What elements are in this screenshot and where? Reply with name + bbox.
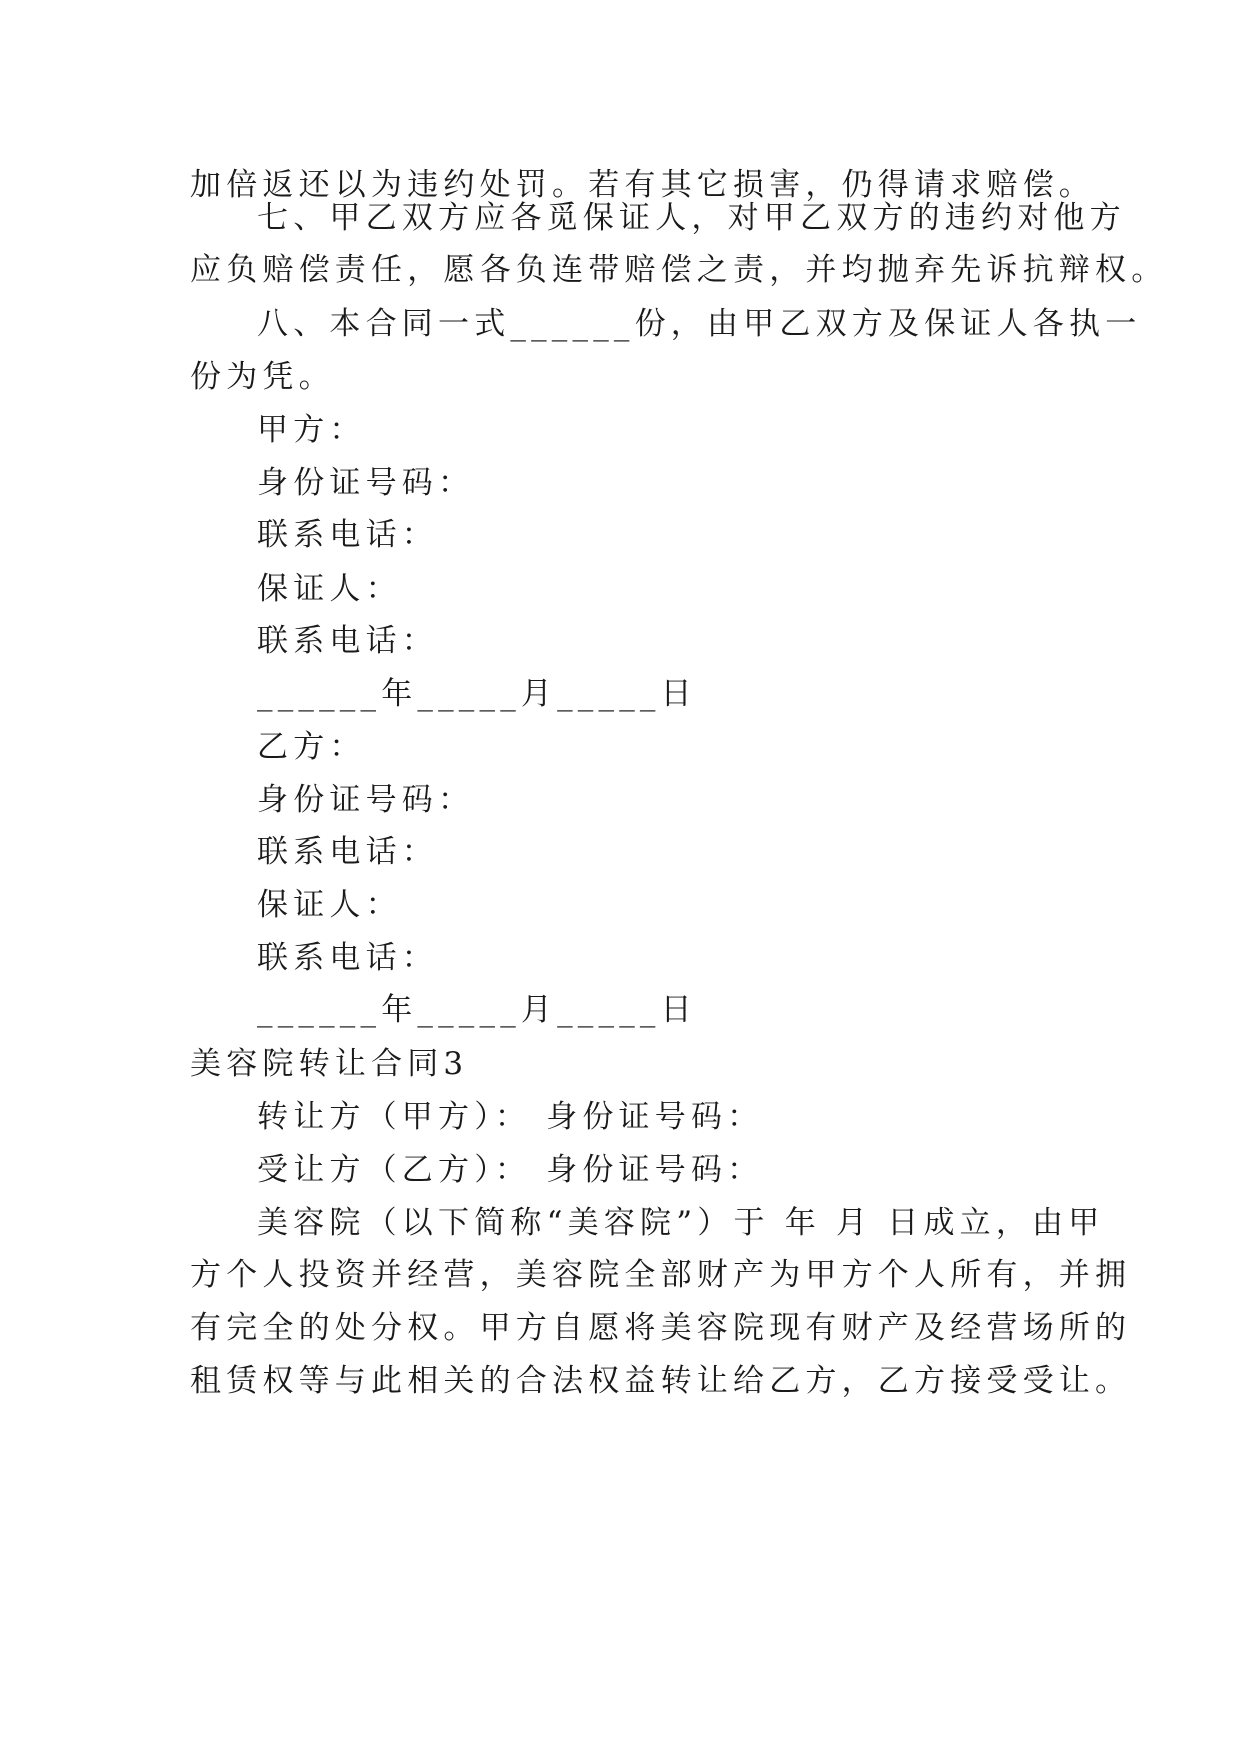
party-b-label: 乙方：	[257, 729, 366, 765]
paragraph-line: 七、甲乙双方应各觅保证人，对甲乙双方的违约对他方	[257, 200, 1126, 236]
paragraph-line: 美容院（以下简称“美容院”）于 年 月 日成立，由甲	[257, 1205, 1105, 1241]
transferee-line: 受让方（乙方）： 身份证号码：	[257, 1152, 764, 1188]
phone-label: 联系电话：	[257, 623, 438, 659]
paragraph-line: 有完全的处分权。甲方自愿将美容院现有财产及经营场所的	[190, 1310, 1132, 1346]
guarantor-label: 保证人：	[257, 887, 402, 923]
section-title: 美容院转让合同3	[190, 1046, 469, 1082]
id-number-label: 身份证号码：	[257, 782, 475, 818]
paragraph-line: 租赁权等与此相关的合法权益转让给乙方，乙方接受受让。	[190, 1363, 1132, 1399]
phone-label: 联系电话：	[257, 834, 438, 870]
guarantor-label: 保证人：	[257, 571, 402, 607]
phone-label: 联系电话：	[257, 940, 438, 976]
phone-label: 联系电话：	[257, 517, 438, 553]
paragraph-line: 应负赔偿责任，愿各负连带赔偿之责，并均抛弃先诉抗辩权。	[190, 252, 1168, 288]
id-number-label: 身份证号码：	[257, 465, 475, 501]
paragraph-line: 加倍返还以为违约处罚。若有其它损害，仍得请求赔偿。	[190, 167, 1095, 203]
party-a-label: 甲方：	[257, 412, 366, 448]
date-line: ______年_____月_____日	[257, 992, 697, 1028]
paragraph-line: 方个人投资并经营，美容院全部财产为甲方个人所有，并拥	[190, 1257, 1132, 1293]
paragraph-line: 份为凭。	[190, 359, 335, 395]
paragraph-line: 八、本合同一式______份，由甲乙双方及保证人各执一	[257, 306, 1142, 342]
transferor-line: 转让方（甲方）： 身份证号码：	[257, 1099, 764, 1135]
date-line: ______年_____月_____日	[257, 676, 697, 712]
